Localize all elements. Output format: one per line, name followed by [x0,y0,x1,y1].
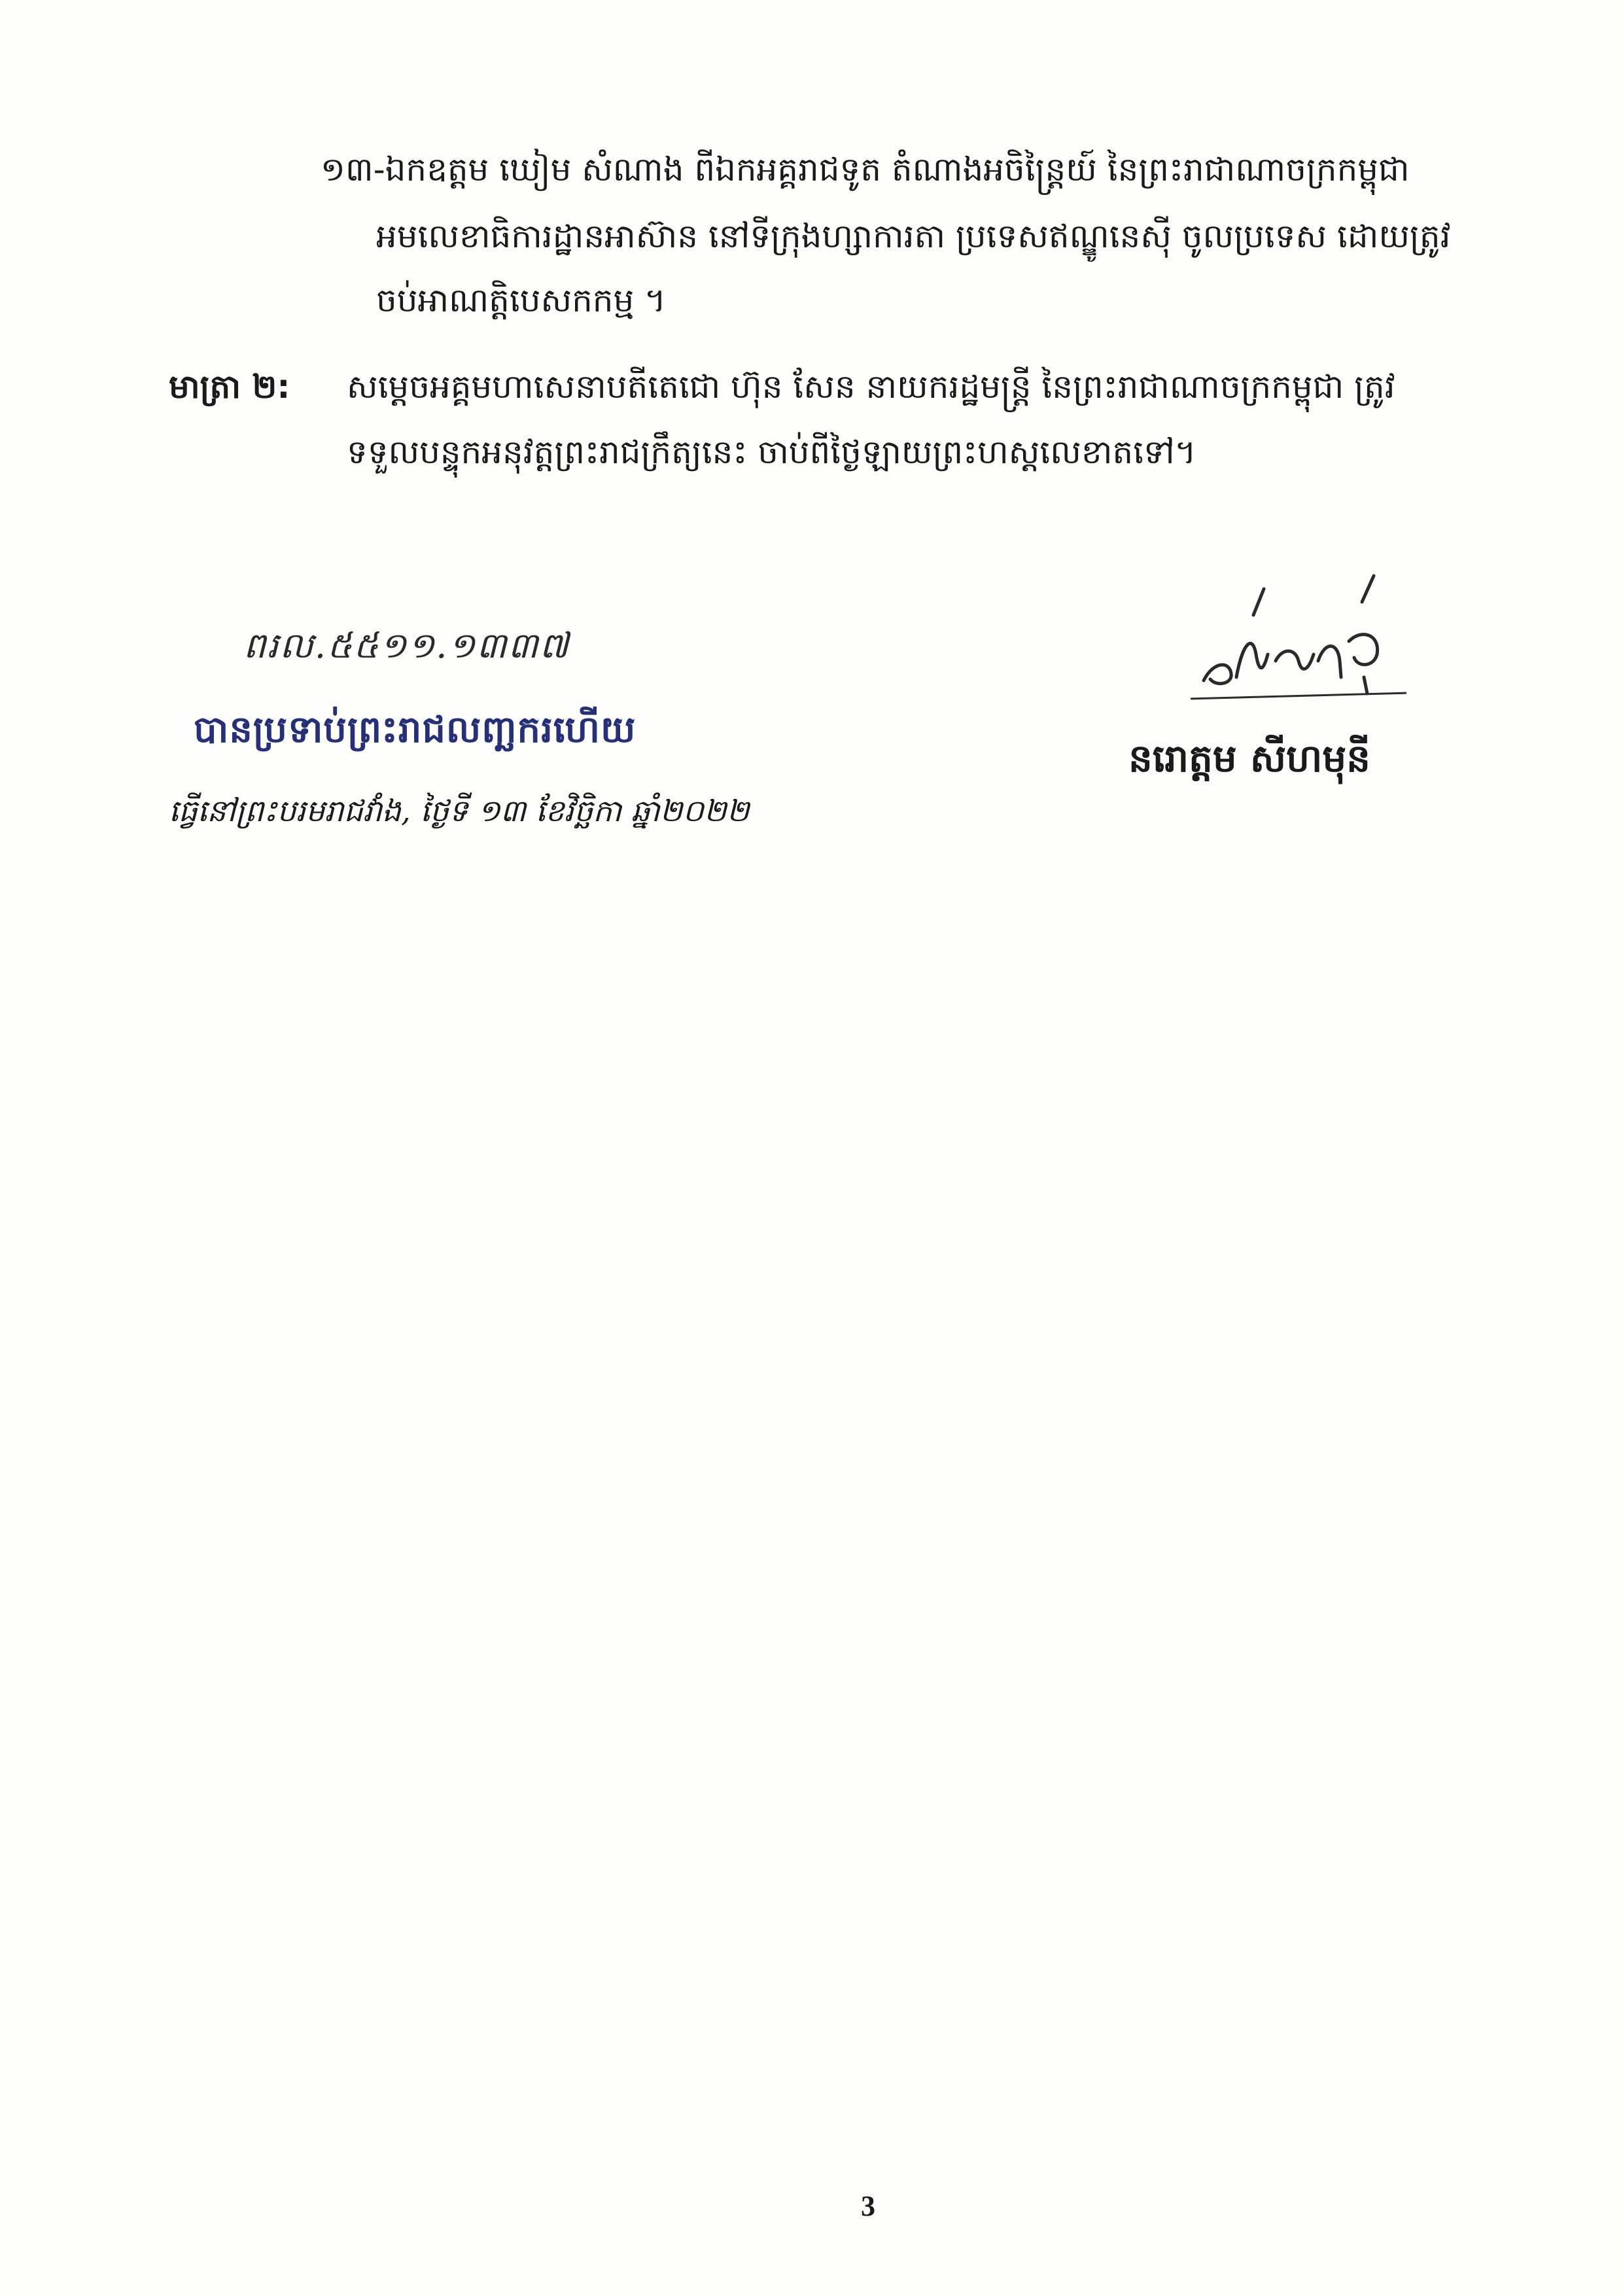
item-13-line-1: ១៣-ឯកឧត្តម ឃៀម សំណាង ពីឯកអគ្គរាជទូត តំណាងអចិន្ត្រៃយ៍ នៃព្រះរាជាណាចក្រកម្ពុជា [321,150,1410,188]
article-2-line-1: សម្តេចអគ្គមហាសេនាបតីតេជោ ហ៊ុន សែន នាយករដ្ឋមន្ត្រី នៃព្រះរាជាណាចក្រកម្ពុជា ត្រូវ [347,368,1395,406]
page-number: 3 [861,2190,875,2222]
registration-number: ពរល.៥៥១១.១៣៣៧ [243,625,570,666]
article-2-line-2: ទទួលបន្ទុកអនុវត្តព្រះរាជក្រឹត្យនេះ ចាប់ពីថ្ងៃឡាយព្រះហស្តលេខាតទៅ។ [347,433,1196,471]
royal-seal-statement: បានប្រទាប់ព្រះរាជលញ្ឆករហើយ [194,709,637,751]
signatory-name: នរោត្តម សីហមុនី [1128,736,1370,781]
article-2-label: មាត្រា ២: [169,368,290,406]
signing-place-date: ធ្វើនៅព្រះបរមរាជវាំង, ថ្ងៃទី ១៣ ខែវិច្ឆិកា ឆ្នាំ២០២២ [169,793,750,828]
item-13-line-3: ចប់អាណត្តិបេសកកម្ម ។ [376,281,667,319]
item-13-line-2: អមលេខាធិការដ្ឋានអាស៊ាន នៅទីក្រុងហ្សាការតា ប្រទេសឥណ្ឌូនេស៊ី ចូលប្រទេស ដោយត្រូវ [376,217,1451,255]
handwritten-signature [1191,563,1413,707]
